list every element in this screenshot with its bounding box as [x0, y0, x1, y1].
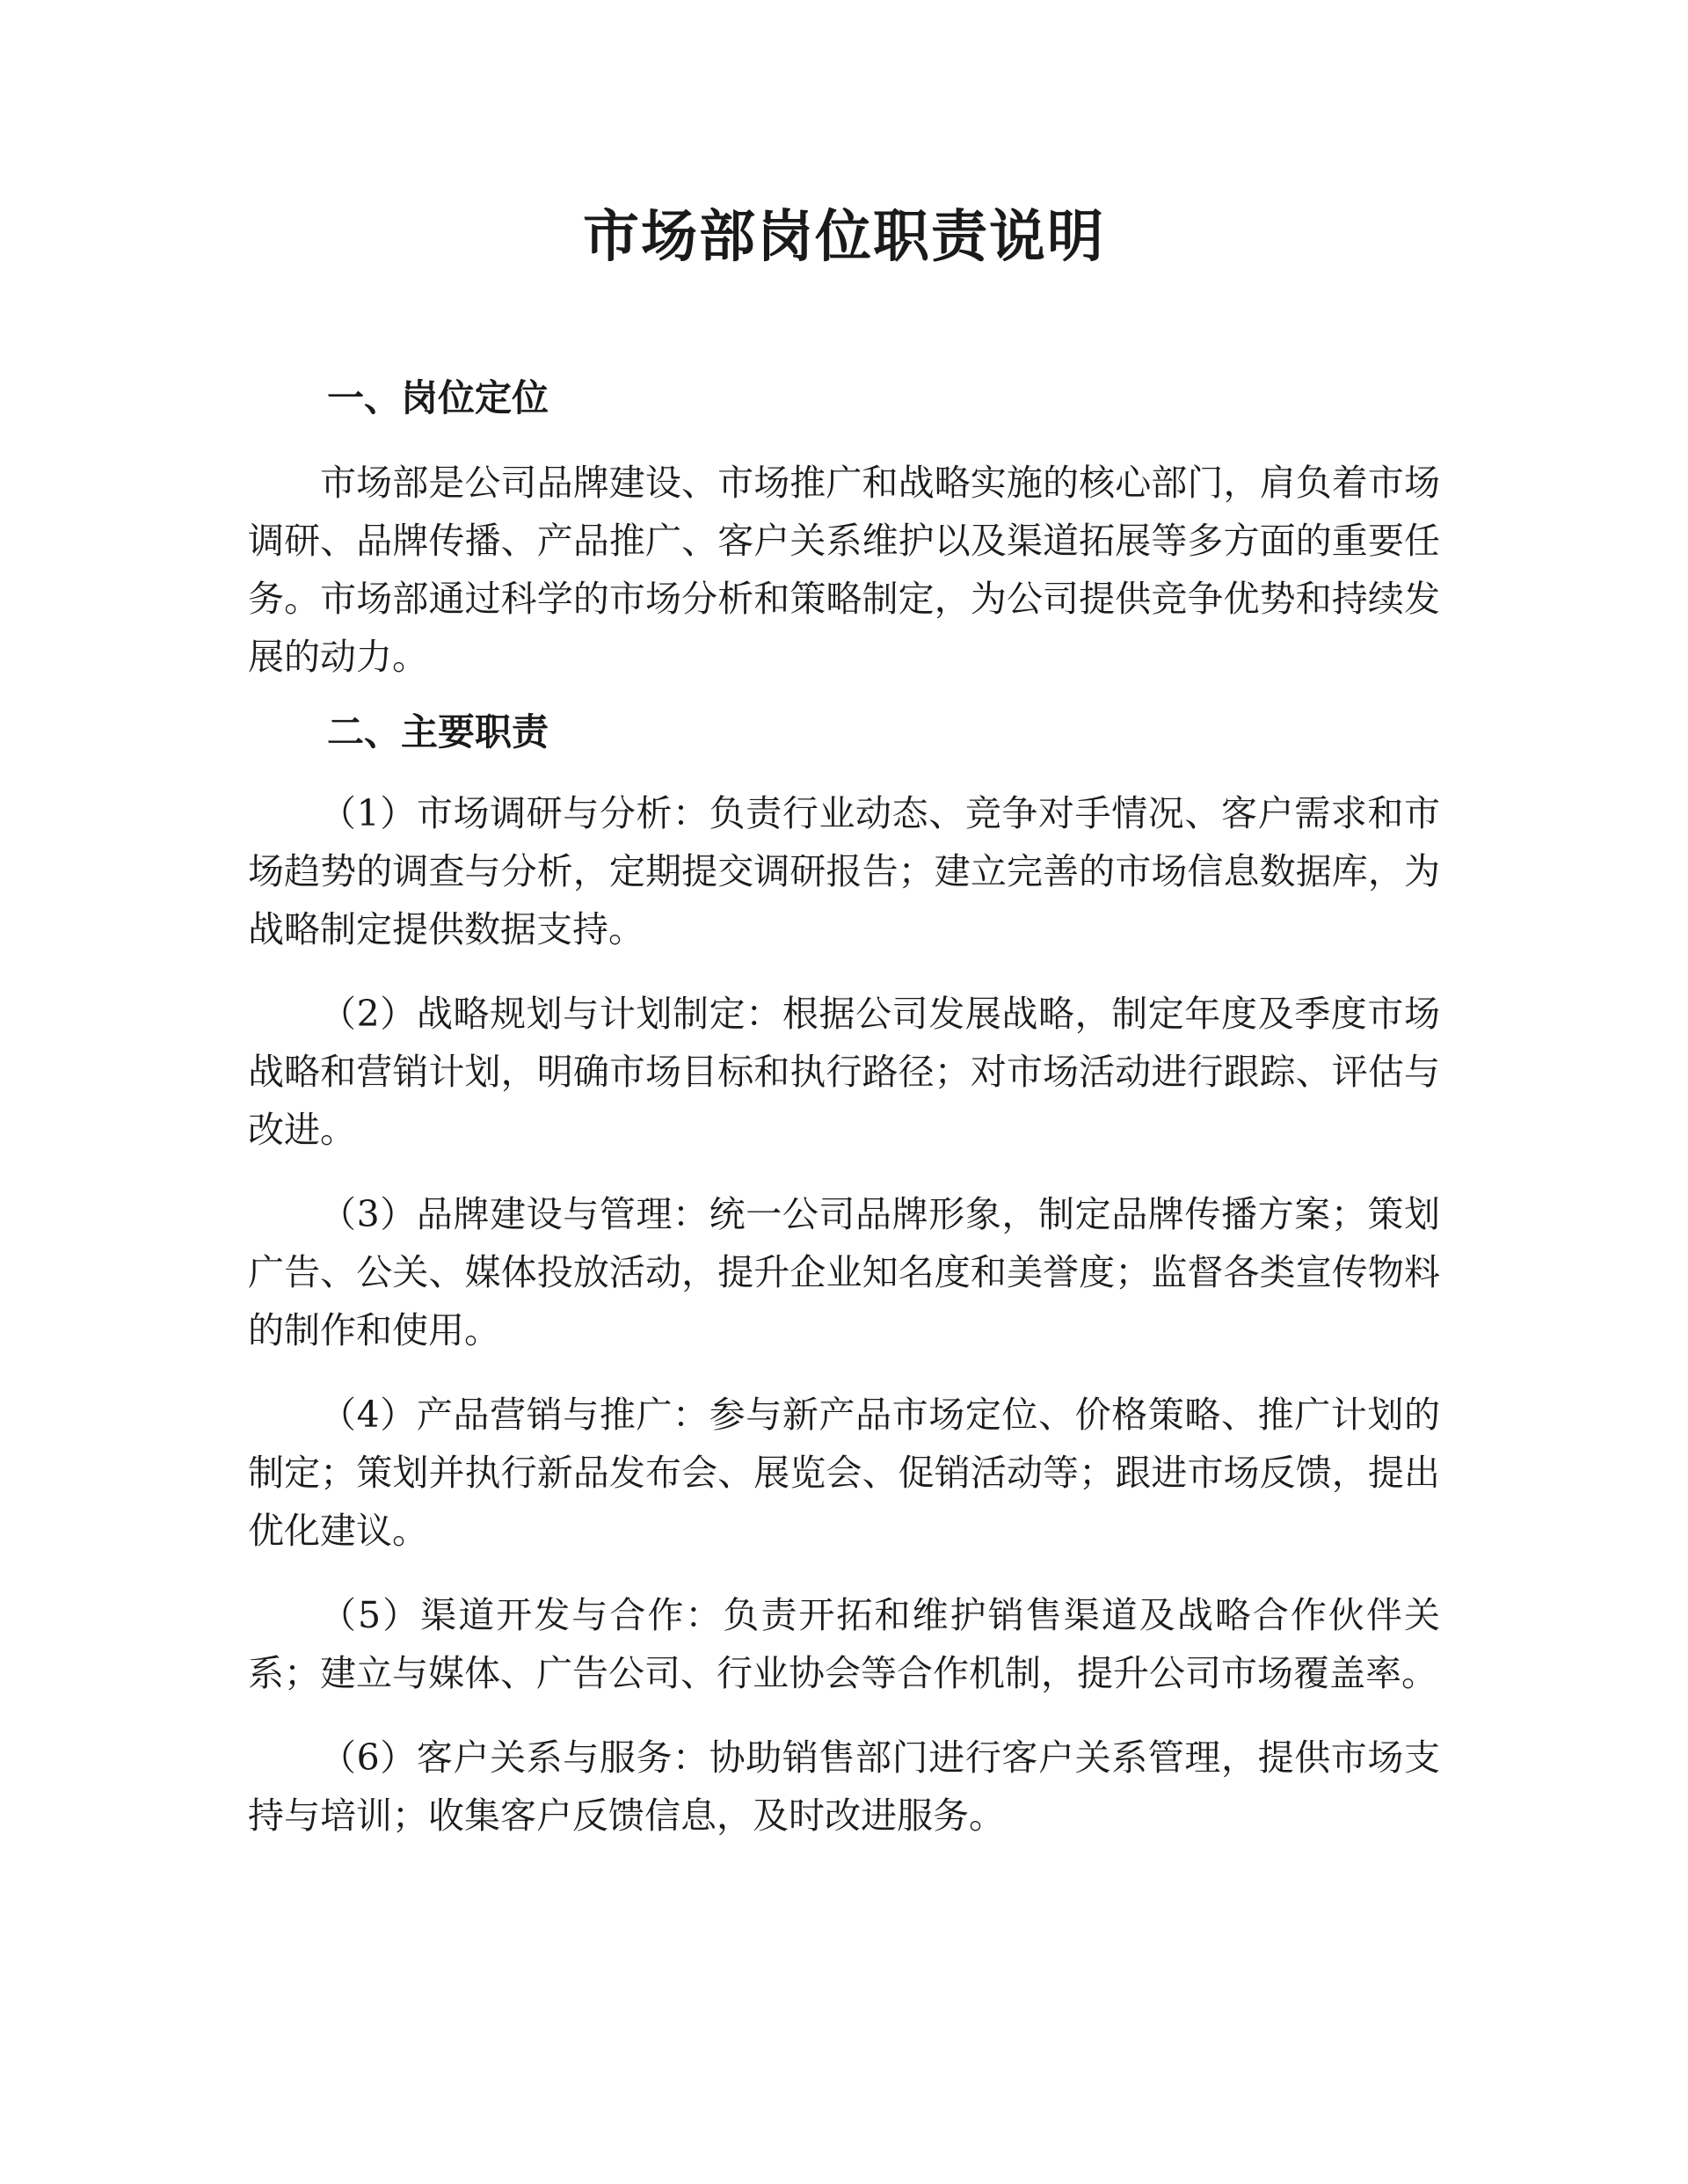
- duty-item-brand-management: （3）品牌建设与管理：统一公司品牌形象，制定品牌传播方案；策划广告、公关、媒体投放活动，提升企业知名度和美誉度；监督各类宣传物料的制作和使用。: [248, 1193, 1440, 1351]
- document-title: 市场部岗位职责说明: [583, 204, 1105, 270]
- document-body: [248, 368, 1440, 1845]
- section-heading-duties: 二、主要职责: [327, 710, 549, 753]
- positioning-paragraph: 市场部是公司品牌建设、市场推广和战略实施的核心部门，肩负着市场调研、品牌传播、产品推广、客户关系维护以及渠道拓展等多方面的重要任务。市场部通过科学的市场分析和策略制定，为公司提供竞争优势和持续发展的动力。: [248, 462, 1440, 678]
- duty-item-channel-development: （5）渠道开发与合作：负责开拓和维护销售渠道及战略合作伙伴关系；建立与媒体、广告公司、行业协会等合作机制，提升公司市场覆盖率。: [248, 1594, 1440, 1694]
- section-heading-positioning: 一、岗位定位: [327, 376, 549, 419]
- duty-item-strategy-planning: （2）战略规划与计划制定：根据公司发展战略，制定年度及季度市场战略和营销计划，明确市场目标和执行路径；对市场活动进行跟踪、评估与改进。: [248, 993, 1440, 1151]
- duty-item-customer-service: （6）客户关系与服务：协助销售部门进行客户关系管理，提供市场支持与培训；收集客户反馈信息，及时改进服务。: [248, 1736, 1440, 1837]
- duty-item-product-marketing: （4）产品营销与推广：参与新产品市场定位、价格策略、推广计划的制定；策划并执行新品发布会、展览会、促销活动等；跟进市场反馈，提出优化建议。: [248, 1394, 1440, 1552]
- duty-item-market-research: （1）市场调研与分析：负责行业动态、竞争对手情况、客户需求和市场趋势的调查与分析，定期提交调研报告；建立完善的市场信息数据库，为战略制定提供数据支持。: [248, 792, 1440, 950]
